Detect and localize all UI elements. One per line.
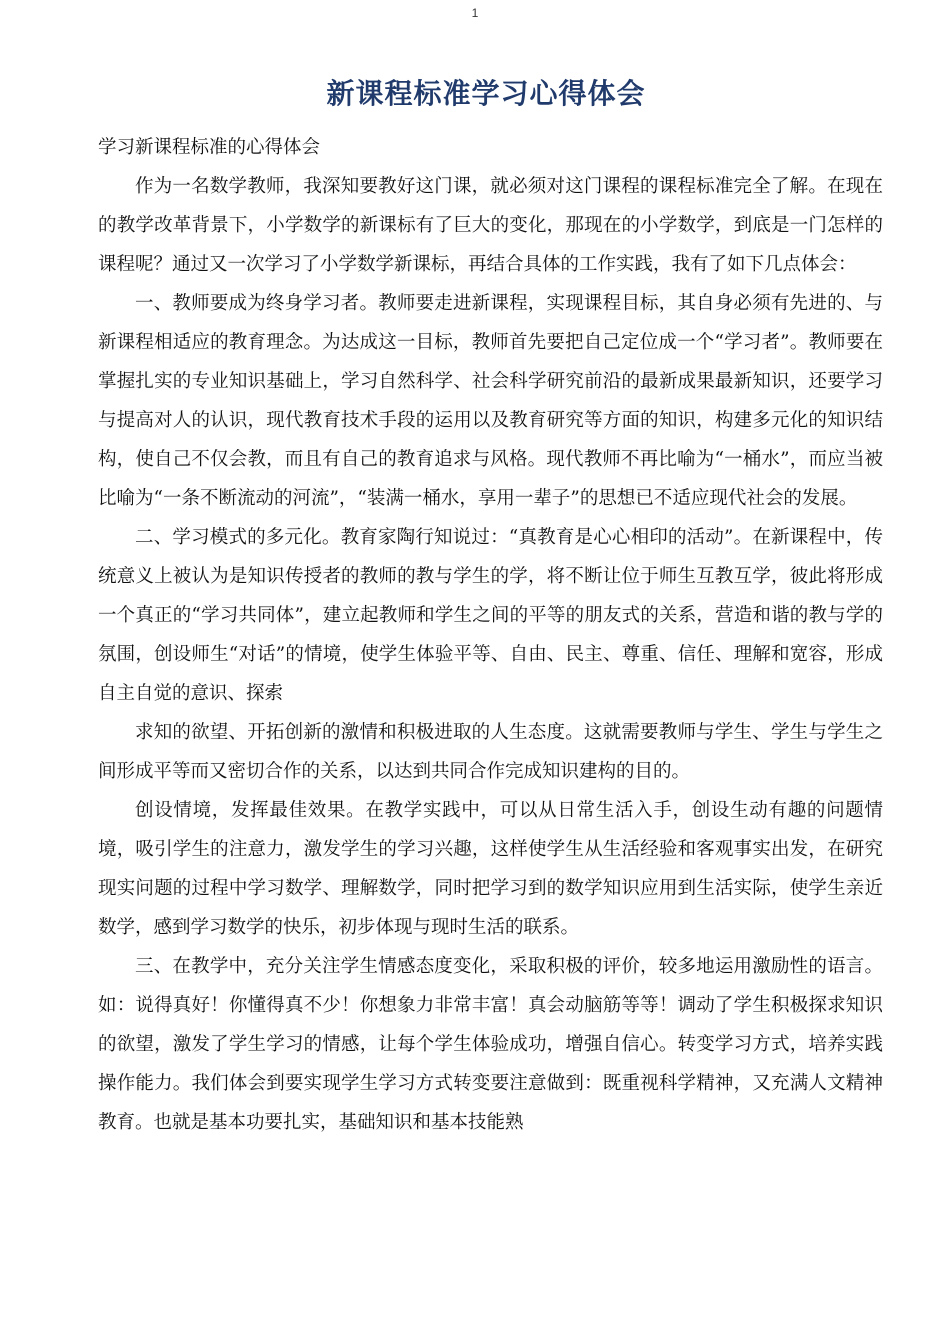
paragraph-point-two: 二、学习模式的多元化。教育家陶行知说过：“真教育是心心相印的活动”。在新课程中，传统意义上被认为是知识传授者的教师的教与学生的学，将不断让位于师生互教互学，彼此将形成一个真正的“学习共同体”，建立起教师和学生之间的平等的朋友式的关系，营造和谐的教与学的氛围，创设师生“对话”的情境，使学生体验平等、自由、民主、尊重、信任、理解和宽容，形成自主自觉的意识、探索	[98, 527, 883, 704]
document-subtitle: 学习新课程标准的心得体会	[98, 137, 321, 158]
paragraph-intro: 作为一名数学教师，我深知要教好这门课，就必须对这门课程的课程标准完全了解。在现在的教学改革背景下，小学数学的新课标有了巨大的变化，那现在的小学数学，到底是一门怎样的课程呢？通过又一次学习了小学数学新课标，再结合具体的工作实践，我有了如下几点体会：	[98, 176, 883, 275]
paragraph-point-two-continued: 求知的欲望、开拓创新的激情和积极进取的人生态度。这就需要教师与学生、学生与学生之间形成平等而又密切合作的关系，以达到共同合作完成知识建构的目的。	[98, 722, 883, 782]
page-number: 1	[471, 6, 479, 20]
paragraph-create-situation: 创设情境，发挥最佳效果。在教学实践中，可以从日常生活入手，创设生动有趣的问题情境，吸引学生的注意力，激发学生的学习兴趣，这样使学生从生活经验和客观事实出发，在研究现实问题的过程中学习数学、理解数学，同时把学习到的数学知识应用到生活实际，使学生亲近数学，感到学习数学的快乐，初步体现与现时生活的联系。	[98, 800, 883, 938]
paragraph-point-three: 三、在教学中，充分关注学生情感态度变化，采取积极的评价，较多地运用激励性的语言。如：说得真好！你懂得真不少！你想象力非常丰富！真会动脑筋等等！调动了学生积极探求知识的欲望，激发了学生学习的情感，让每个学生体验成功，增强自信心。转变学习方式，培养实践操作能力。我们体会到要实现学生学习方式转变要注意做到：既重视科学精神，又充满人文精神教育。也就是基本功要扎实，基础知识和基本技能熟	[98, 956, 883, 1133]
document-title: 新课程标准学习心得体会	[326, 77, 646, 110]
document-body	[98, 128, 883, 1142]
paragraph-point-one: 一、教师要成为终身学习者。教师要走进新课程，实现课程目标，其自身必须有先进的、与新课程相适应的教育理念。为达成这一目标，教师首先要把自己定位成一个“学习者”。教师要在掌握扎实的专业知识基础上，学习自然科学、社会科学研究前沿的最新成果最新知识，还要学习与提高对人的认识，现代教育技术手段的运用以及教育研究等方面的知识，构建多元化的知识结构，使自己不仅会教，而且有自己的教育追求与风格。现代教师不再比喻为“一桶水”，而应当被比喻为“一条不断流动的河流”，“装满一桶水，享用一辈子”的思想已不适应现代社会的发展。	[98, 293, 883, 509]
